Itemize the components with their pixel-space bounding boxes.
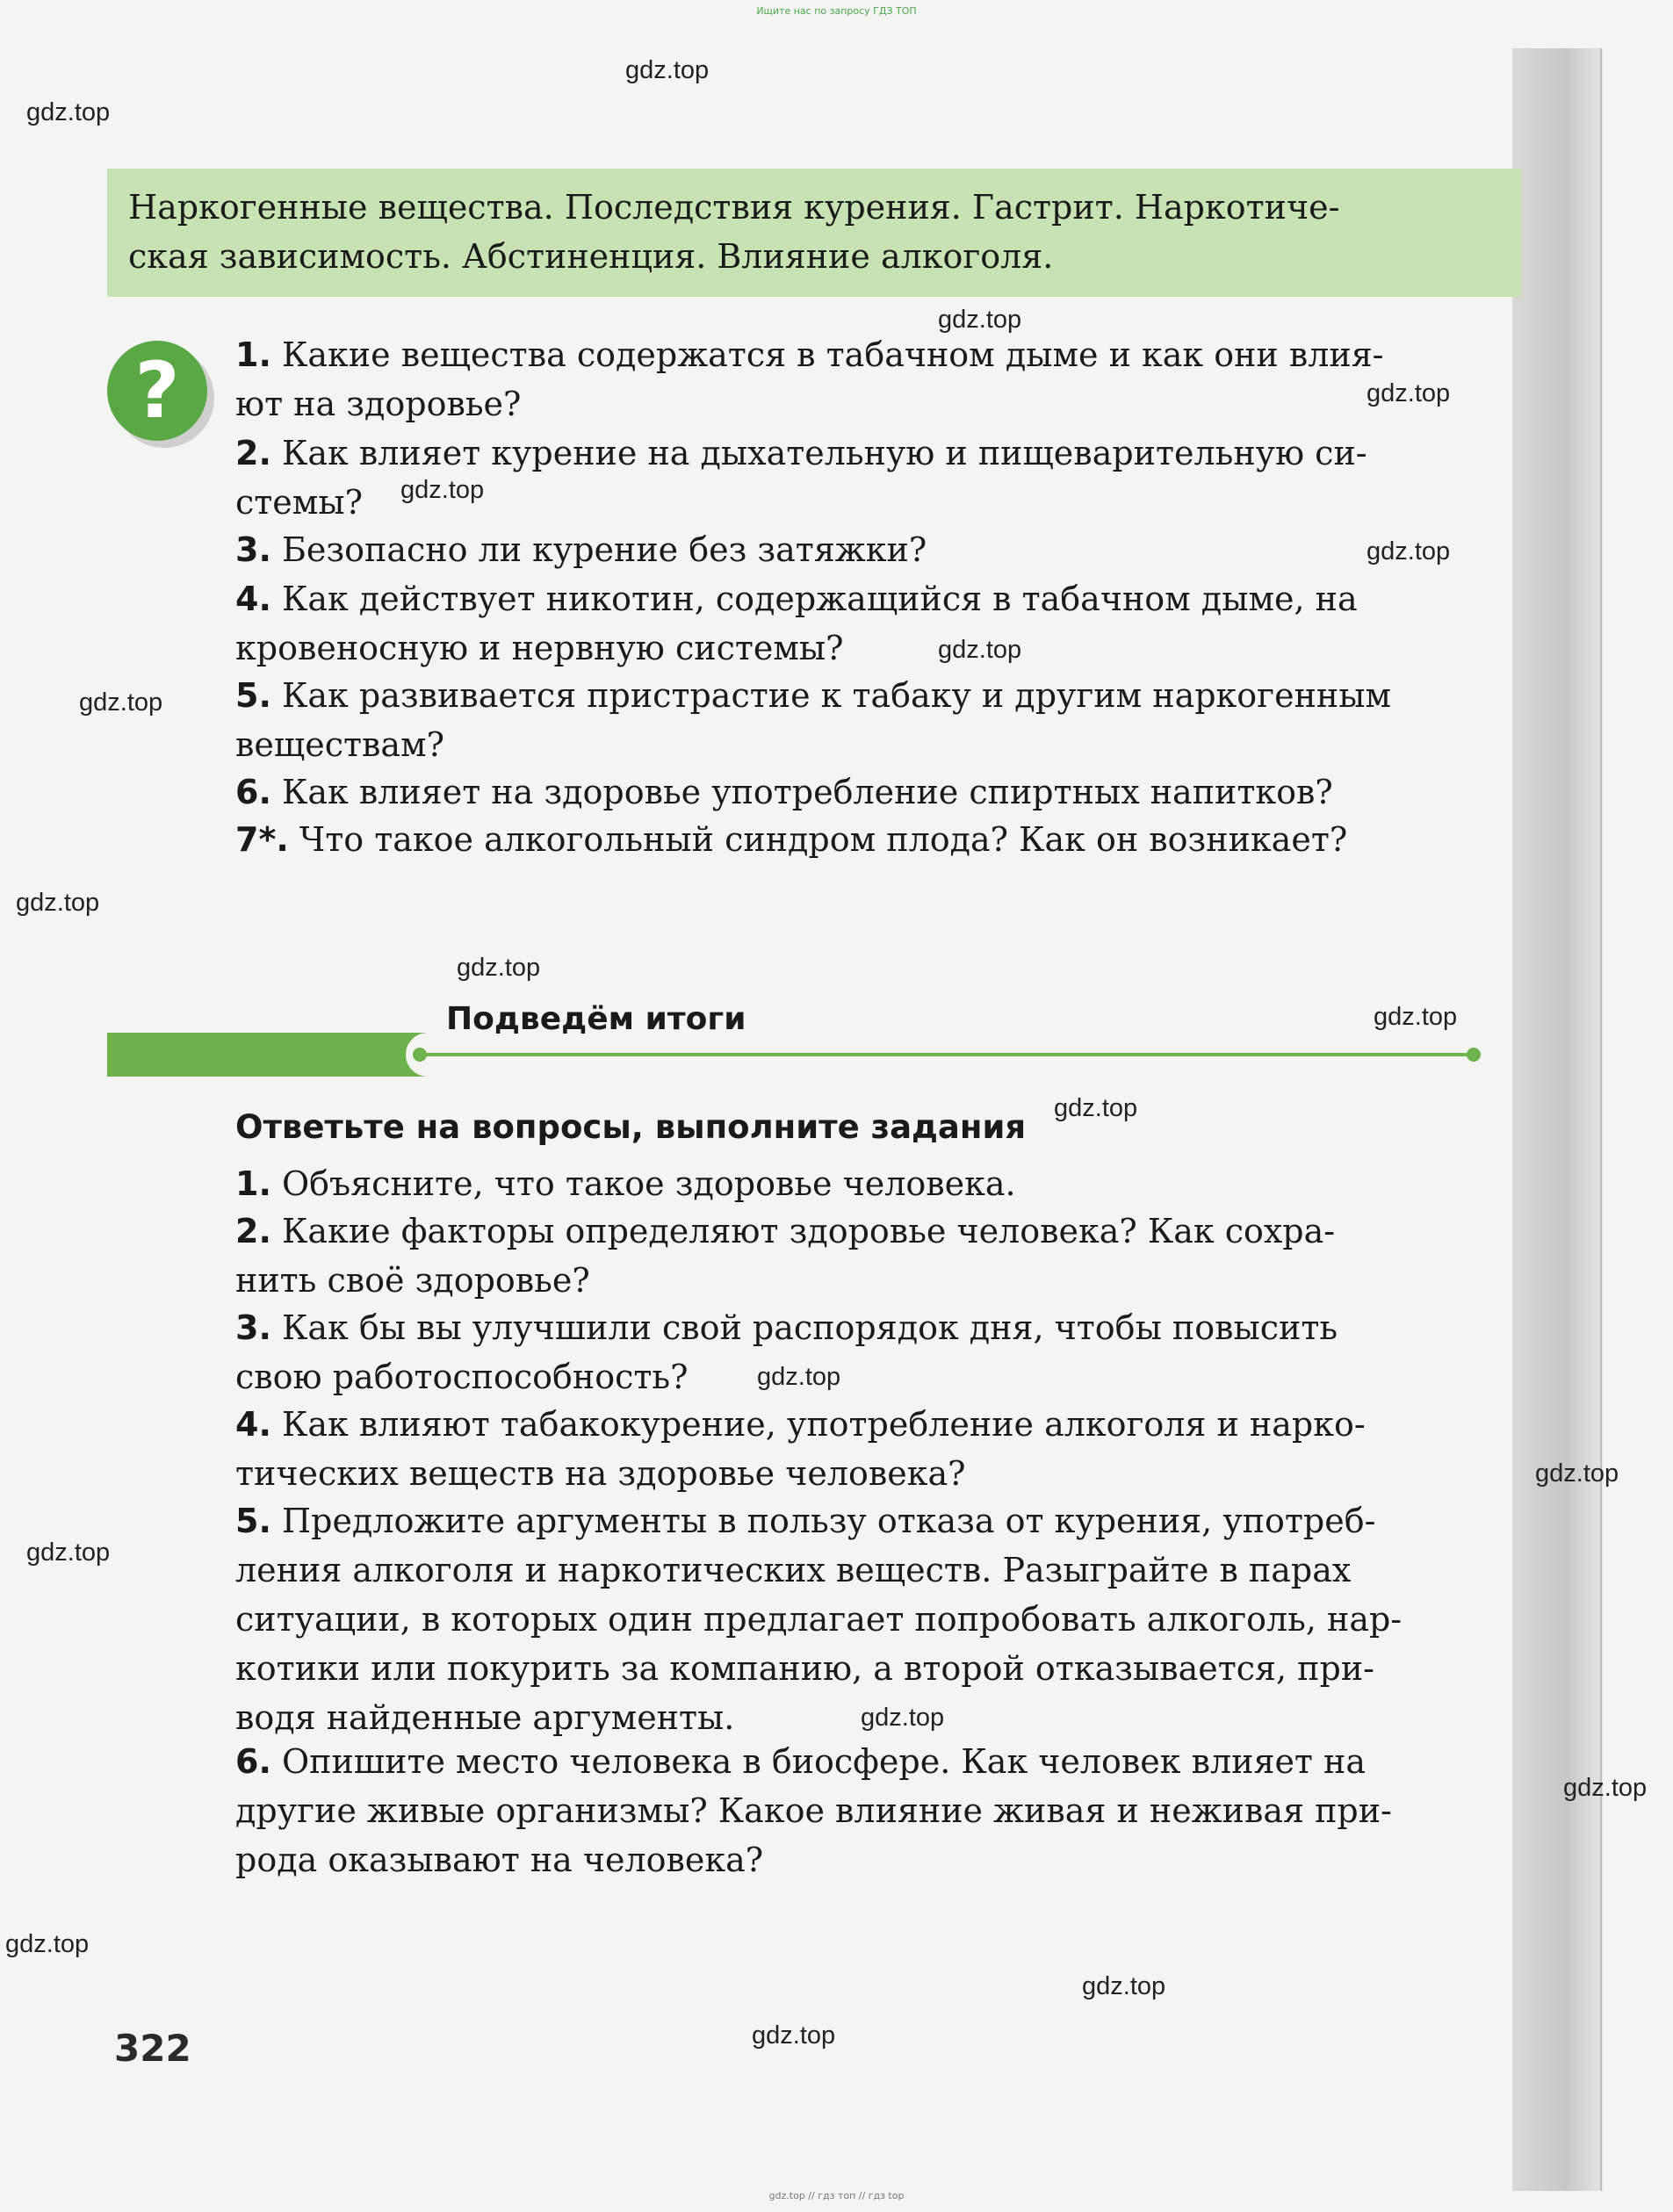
question-number: 4. <box>235 580 271 618</box>
summary-divider <box>418 1053 1472 1056</box>
question-text: Безопасно ли курение без затяжки? <box>281 530 927 569</box>
footer-note: gdz.top // гдз топ // гдз top <box>768 2190 905 2201</box>
watermark: gdz.top <box>938 636 1022 664</box>
question-item <box>235 330 1482 429</box>
question-number: 1. <box>235 335 271 374</box>
task-text: Опишите место человека в биосфере. Как человек влияет на <box>281 1742 1367 1781</box>
question-number: 3. <box>235 530 271 569</box>
question-text: Как влияет курение на дыхательную и пищеварительную си- <box>281 434 1367 472</box>
task-text: Как бы вы улучшили свой распорядок дня, чтобы повысить <box>281 1308 1338 1347</box>
task-item <box>235 1400 1482 1498</box>
page-edge <box>1600 48 1602 2191</box>
summary-bar <box>107 1033 441 1077</box>
tasks-heading: Ответьте на вопросы, выполните задания <box>235 1108 1027 1146</box>
question-text: ют на здоровье? <box>235 385 522 423</box>
question-text: веществам? <box>235 725 444 764</box>
task-text: Предложите аргументы в пользу отказа от курения, употреб- <box>281 1502 1376 1540</box>
watermark: gdz.top <box>16 889 100 917</box>
question-item <box>235 815 1482 864</box>
question-text: кровеносную и нервную системы? <box>235 629 844 667</box>
watermark: gdz.top <box>757 1363 841 1391</box>
task-text: ситуации, в которых один предлагает попробовать алкоголь, нар- <box>235 1600 1403 1639</box>
watermark: gdz.top <box>400 476 485 504</box>
keywords-line: Наркогенные вещества. Последствия курения. Гастрит. Наркотиче- <box>128 188 1340 227</box>
question-number: 6. <box>235 773 271 811</box>
task-text: Объясните, что такое здоровье человека. <box>281 1164 1016 1203</box>
page-number: 322 <box>114 2027 191 2070</box>
question-item <box>235 525 1482 574</box>
task-item <box>235 1207 1482 1305</box>
task-text: Как влияют табакокурение, употребление алкоголя и нарко- <box>281 1405 1366 1444</box>
task-item <box>235 1159 1482 1208</box>
watermark: gdz.top <box>79 688 163 717</box>
watermark: gdz.top <box>26 98 111 126</box>
question-text: Как развивается пристрастие к табаку и другим наркогенным <box>281 676 1392 715</box>
task-number: 2. <box>235 1212 271 1250</box>
task-number: 5. <box>235 1502 271 1540</box>
task-text: рода оказывают на человека? <box>235 1841 764 1879</box>
task-text: котики или покурить за компанию, а второй отказывается, при- <box>235 1649 1374 1688</box>
question-item <box>235 574 1482 673</box>
watermark: gdz.top <box>1535 1459 1619 1488</box>
header-note: Ищите нас по запросу ГДЗ ТОП <box>756 5 917 17</box>
summary-divider-dot <box>413 1048 427 1062</box>
watermark: gdz.top <box>1367 379 1451 407</box>
task-number: 6. <box>235 1742 271 1781</box>
task-text: другие живые организмы? Какое влияние живая и неживая при- <box>235 1791 1392 1830</box>
watermark: gdz.top <box>1054 1094 1138 1122</box>
watermark: gdz.top <box>5 1930 90 1958</box>
question-item <box>235 767 1482 817</box>
question-number: 7*. <box>235 820 289 859</box>
watermark: gdz.top <box>752 2021 836 2050</box>
watermark: gdz.top <box>1563 1774 1648 1802</box>
question-text: Как влияет на здоровье употребление спиртных напитков? <box>281 773 1333 811</box>
watermark: gdz.top <box>26 1538 111 1567</box>
question-text: Какие вещества содержатся в табачном дыме и как они влия- <box>281 335 1384 374</box>
task-number: 1. <box>235 1164 271 1203</box>
page-fold-shadow <box>1512 48 1603 2191</box>
watermark: gdz.top <box>625 56 710 84</box>
keywords-line: ская зависимость. Абстиненция. Влияние алкоголя. <box>128 237 1054 276</box>
question-number: 5. <box>235 676 271 715</box>
watermark: gdz.top <box>1374 1003 1458 1031</box>
watermark: gdz.top <box>1082 1972 1166 2000</box>
watermark: gdz.top <box>1367 537 1451 566</box>
keywords-text <box>128 183 1498 281</box>
question-text: Как действует никотин, содержащийся в табачном дыме, на <box>281 580 1358 618</box>
task-text: нить своё здоровье? <box>235 1261 590 1300</box>
task-text: водя найденные аргументы. <box>235 1698 735 1737</box>
task-text: Какие факторы определяют здоровье человека? Как сохра- <box>281 1212 1336 1250</box>
task-item <box>235 1303 1482 1401</box>
question-text: стемы? <box>235 483 363 522</box>
watermark: gdz.top <box>938 306 1022 334</box>
task-text: свою работоспособность? <box>235 1358 689 1396</box>
task-item <box>235 1496 1482 1742</box>
task-number: 4. <box>235 1405 271 1444</box>
task-text: ления алкоголя и наркотических веществ. Разыграйте в парах <box>235 1551 1352 1589</box>
summary-title: Подведём итоги <box>446 1001 746 1037</box>
question-item <box>235 671 1482 769</box>
question-number: 2. <box>235 434 271 472</box>
watermark: gdz.top <box>457 954 541 982</box>
question-mark-icon: ? <box>107 341 207 441</box>
task-number: 3. <box>235 1308 271 1347</box>
task-item <box>235 1737 1482 1884</box>
question-text: Что такое алкогольный синдром плода? Как он возникает? <box>299 820 1348 859</box>
task-text: тических веществ на здоровье человека? <box>235 1454 966 1493</box>
summary-divider-dot <box>1467 1048 1481 1062</box>
watermark: gdz.top <box>861 1704 945 1732</box>
